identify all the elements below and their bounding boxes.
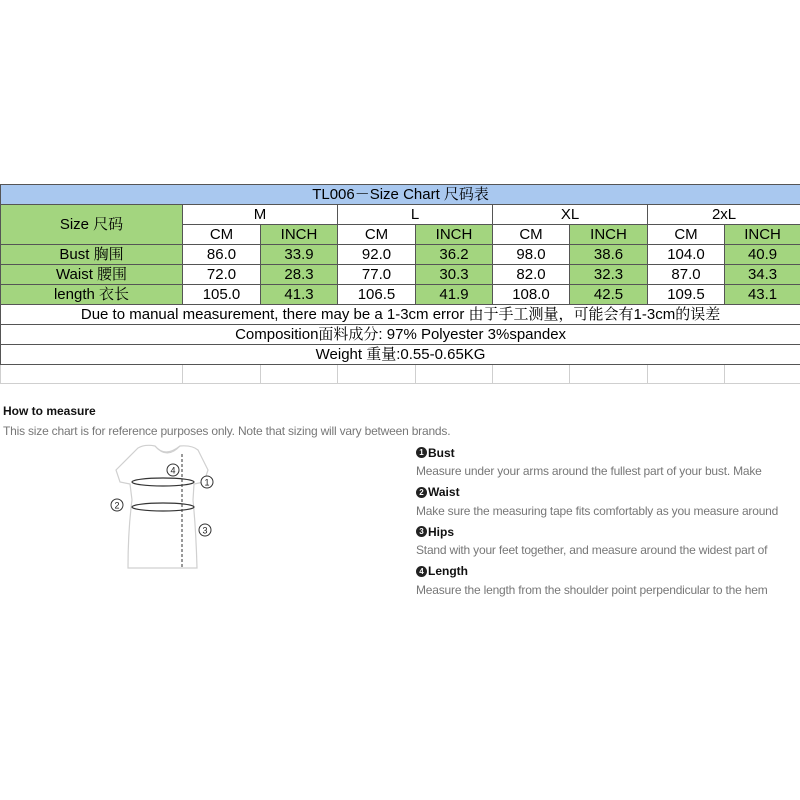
table-row — [1, 285, 800, 305]
unit-inch: INCH — [570, 225, 648, 245]
row-label-length: length 衣长 — [1, 285, 183, 305]
table-cell: 43.1 — [725, 285, 800, 305]
item-desc-bust: Measure under your arms around the fullest part of your bust. Make — [416, 464, 762, 478]
size-l: L — [338, 205, 493, 225]
svg-text:4: 4 — [170, 465, 176, 476]
table-cell: 72.0 — [183, 265, 261, 285]
svg-text:2: 2 — [114, 500, 120, 511]
table-cell: 87.0 — [648, 265, 725, 285]
body-measure-illustration — [100, 440, 225, 575]
measurement-note: Due to manual measurement, there may be a 1-3cm error 由于手工测量，可能会有1-3cm的误差 — [1, 305, 800, 325]
row-label-waist: Waist 腰围 — [1, 265, 183, 285]
table-cell: 82.0 — [493, 265, 570, 285]
table-cell: 86.0 — [183, 245, 261, 265]
unit-cm: CM — [493, 225, 570, 245]
list-item — [416, 523, 800, 563]
table-cell: 40.9 — [725, 245, 800, 265]
chart-title: TL006－Size Chart 尺码表 — [1, 185, 800, 205]
table-cell: 28.3 — [261, 265, 338, 285]
table-cell: 104.0 — [648, 245, 725, 265]
item-desc-length: Measure the length from the shoulder point perpendicular to the hem — [416, 582, 768, 597]
waist-line — [132, 503, 194, 511]
unit-cm: CM — [648, 225, 725, 245]
number-1-icon: 1 — [416, 447, 427, 458]
unit-cm: CM — [338, 225, 416, 245]
table-cell: 41.9 — [416, 285, 493, 305]
row-label-bust: Bust 胸围 — [1, 245, 183, 265]
bust-line — [132, 478, 194, 486]
table-cell: 33.9 — [261, 245, 338, 265]
unit-inch: INCH — [261, 225, 338, 245]
list-item — [416, 444, 800, 484]
number-4-icon: 4 — [416, 566, 427, 577]
table-cell: 77.0 — [338, 265, 416, 285]
svg-text:3: 3 — [202, 525, 208, 536]
unit-inch: INCH — [725, 225, 800, 245]
table-cell: 92.0 — [338, 245, 416, 265]
marker-2 — [111, 499, 123, 511]
marker-1 — [201, 476, 213, 488]
size-chart-table — [0, 184, 800, 384]
size-2xl: 2xL — [648, 205, 800, 225]
size-xl: XL — [493, 205, 648, 225]
table-cell: 36.2 — [416, 245, 493, 265]
table-row — [1, 245, 800, 265]
weight-text: Weight 重量:0.55-0.65KG — [1, 345, 800, 365]
list-item — [416, 563, 800, 603]
item-title-hips: Hips — [428, 524, 455, 539]
table-cell: 38.6 — [570, 245, 648, 265]
how-to-measure-heading: How to measure — [3, 404, 96, 418]
marker-4 — [167, 464, 179, 476]
unit-cm: CM — [183, 225, 261, 245]
item-title-bust: Bust — [428, 445, 455, 460]
item-title-waist: Waist — [428, 485, 460, 499]
size-label: Size 尺码 — [1, 205, 183, 245]
table-cell: 42.5 — [570, 285, 648, 305]
measurement-instructions — [416, 444, 800, 602]
list-item — [416, 484, 800, 524]
table-cell: 105.0 — [183, 285, 261, 305]
number-2-icon: 2 — [416, 487, 427, 498]
reference-note: This size chart is for reference purposes only. Note that sizing will vary between brands. — [3, 424, 451, 438]
blank-row — [1, 365, 800, 384]
table-cell: 108.0 — [493, 285, 570, 305]
table-cell: 32.3 — [570, 265, 648, 285]
size-m: M — [183, 205, 338, 225]
table-cell: 106.5 — [338, 285, 416, 305]
unit-inch: INCH — [416, 225, 493, 245]
item-desc-hips: Stand with your feet together, and measure around the widest part of — [416, 543, 768, 557]
item-title-length: Length — [428, 564, 468, 578]
number-3-icon: 3 — [416, 526, 427, 537]
item-desc-waist: Make sure the measuring tape fits comfortably as you measure around — [416, 503, 779, 518]
marker-3 — [199, 524, 211, 536]
table-cell: 34.3 — [725, 265, 800, 285]
svg-text:1: 1 — [204, 477, 210, 488]
table-row — [1, 265, 800, 285]
table-cell: 98.0 — [493, 245, 570, 265]
composition-text: Composition面料成分: 97% Polyester 3%spandex — [1, 325, 800, 345]
table-cell: 30.3 — [416, 265, 493, 285]
table-cell: 109.5 — [648, 285, 725, 305]
table-cell: 41.3 — [261, 285, 338, 305]
